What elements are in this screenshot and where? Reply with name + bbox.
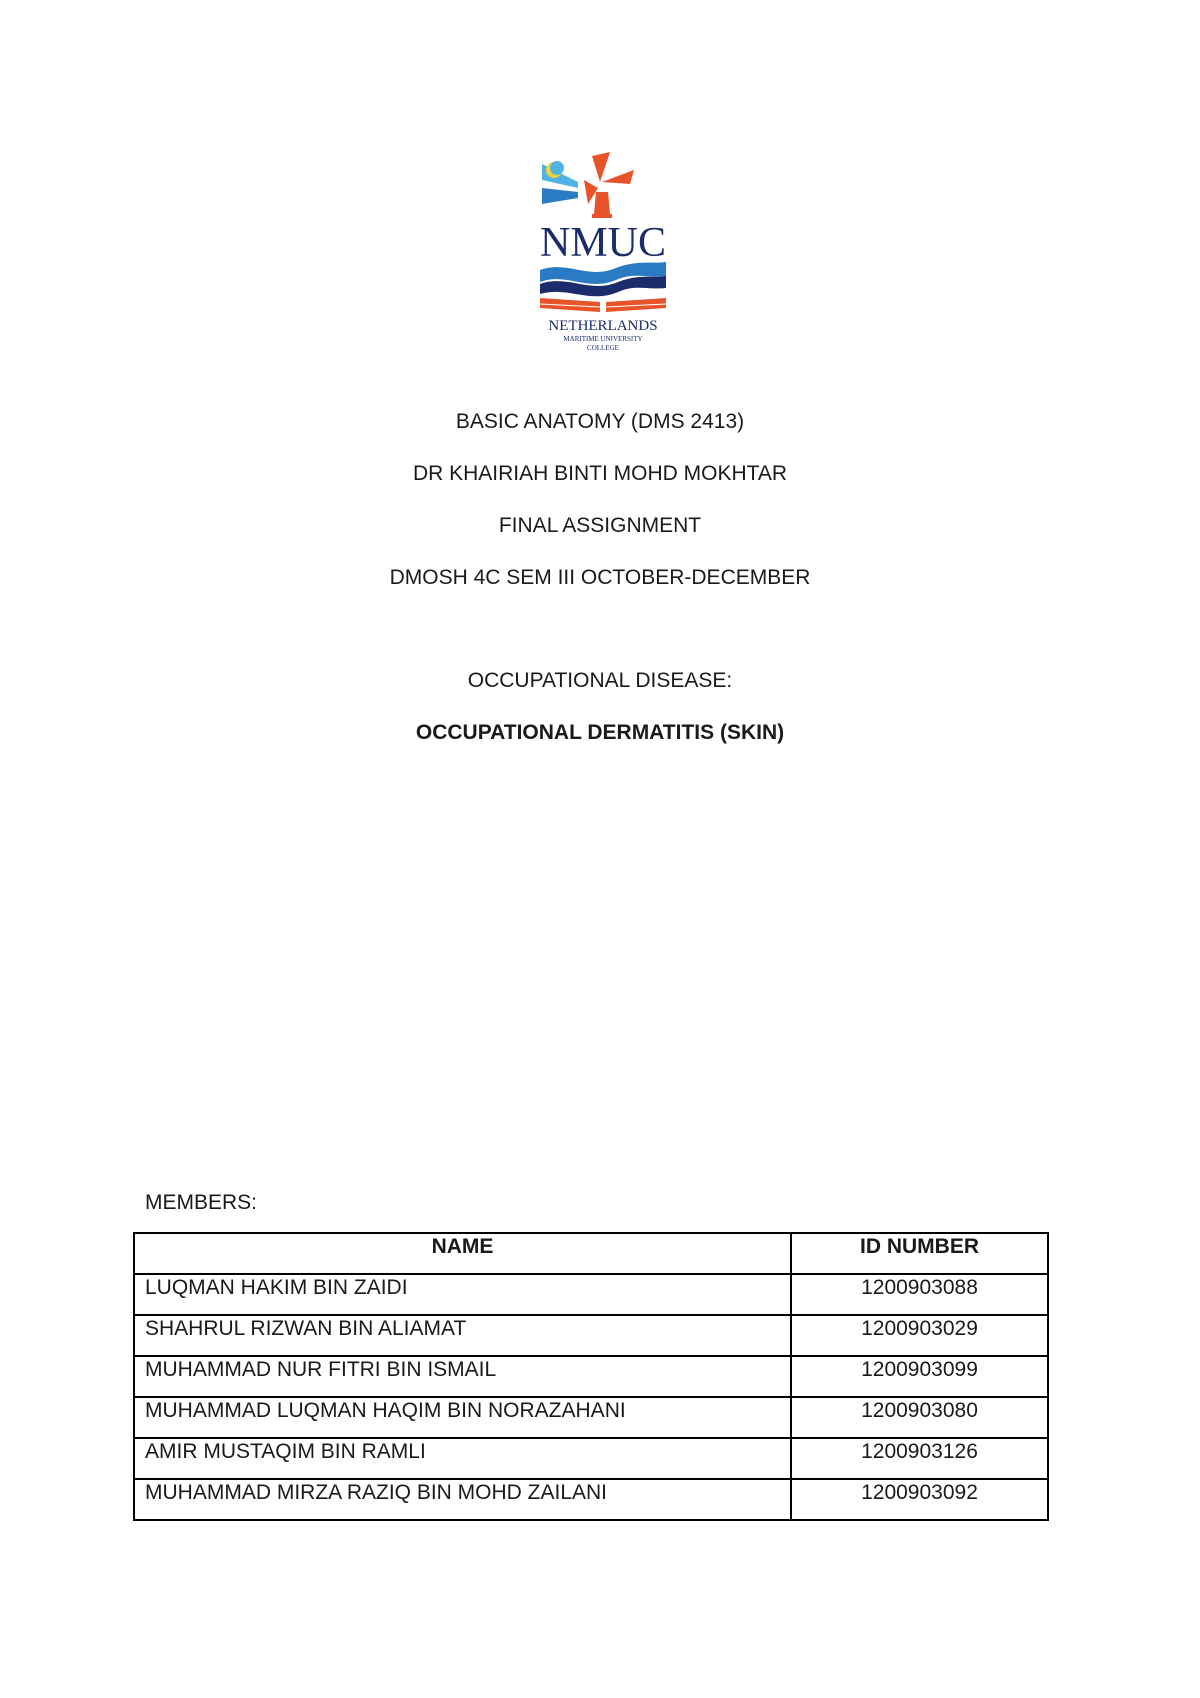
member-name: MUHAMMAD MIRZA RAZIQ BIN MOHD ZAILANI: [134, 1479, 791, 1520]
topic-label: OCCUPATIONAL DISEASE:: [467, 669, 733, 692]
beam-mid-left: [542, 188, 578, 204]
members-table: [133, 1232, 1049, 1521]
members-label: MEMBERS:: [145, 1191, 258, 1214]
member-id: 1200903088: [791, 1274, 1048, 1315]
table-row: [134, 1356, 1048, 1397]
member-id: 1200903126: [791, 1438, 1048, 1479]
nmuc-logo: [538, 152, 668, 362]
blade-top-icon: [592, 152, 610, 182]
table-row: [134, 1397, 1048, 1438]
member-name: LUQMAN HAKIM BIN ZAIDI: [134, 1274, 791, 1315]
member-name: MUHAMMAD LUQMAN HAQIM BIN NORAZAHANI: [134, 1397, 791, 1438]
logo-wordmark: NMUC: [539, 220, 667, 266]
lecturer-name: DR KHAIRIAH BINTI MOHD MOKHTAR: [412, 462, 788, 485]
course-title: BASIC ANATOMY (DMS 2413): [455, 410, 745, 433]
member-name: AMIR MUSTAQIM BIN RAMLI: [134, 1438, 791, 1479]
table-row: [134, 1274, 1048, 1315]
nmuc-logo-graphic: [538, 152, 668, 362]
crescent-cutout: [550, 161, 564, 175]
table-header-row: [134, 1233, 1048, 1274]
member-id: 1200903029: [791, 1315, 1048, 1356]
lighthouse-tower-icon: [594, 192, 610, 214]
logo-subtitle-small2: COLLEGE: [587, 344, 619, 352]
assignment-title: FINAL ASSIGNMENT: [498, 514, 702, 537]
logo-subtitle: NETHERLANDS: [548, 318, 658, 334]
column-header-name: NAME: [134, 1233, 791, 1274]
member-id: 1200903092: [791, 1479, 1048, 1520]
table-row: [134, 1479, 1048, 1520]
logo-subtitle-small: MARITIME UNIVERSITY: [563, 335, 643, 343]
table-row: [134, 1438, 1048, 1479]
table-row: [134, 1315, 1048, 1356]
member-name: MUHAMMAD NUR FITRI BIN ISMAIL: [134, 1356, 791, 1397]
lighthouse-base: [592, 214, 612, 218]
blade-right-icon: [602, 170, 634, 184]
member-id: 1200903080: [791, 1397, 1048, 1438]
member-name: SHAHRUL RIZWAN BIN ALIAMAT: [134, 1315, 791, 1356]
member-id: 1200903099: [791, 1356, 1048, 1397]
class-info: DMOSH 4C SEM III OCTOBER-DECEMBER: [389, 566, 811, 589]
topic-title: OCCUPATIONAL DERMATITIS (SKIN): [415, 721, 785, 744]
column-header-id: ID NUMBER: [791, 1233, 1048, 1274]
